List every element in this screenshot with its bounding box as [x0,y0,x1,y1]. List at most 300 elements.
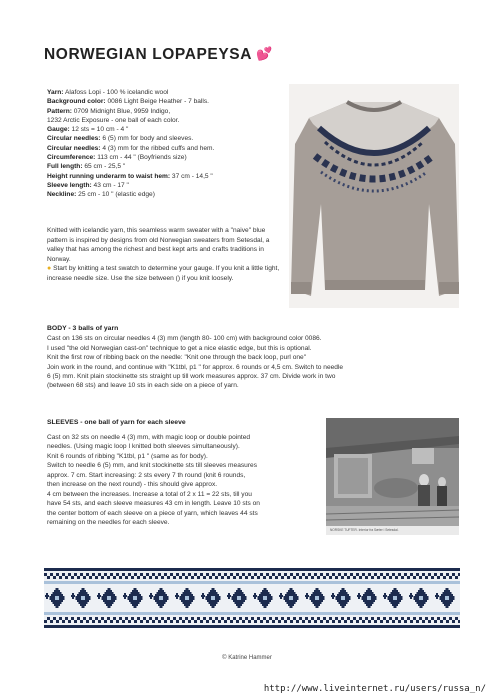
band-motif-center [55,596,59,600]
band-check [89,617,92,620]
spec-line [47,153,287,162]
band-check [98,573,101,576]
band-motif [444,604,450,606]
band-check [446,620,449,623]
band-check [170,573,173,576]
sleeves-instructions [47,418,321,528]
band-check [194,573,197,576]
band-check [113,576,116,579]
band-check [47,576,50,579]
band-check [290,573,293,576]
band-check [158,573,161,576]
band-motif [259,594,271,596]
band-check [224,620,227,623]
tip-text: Start by knitting a test swatch to determine your gauge. If you knit a little tight, increase needle size. Use the size between () if you knit loosely. [47,265,280,282]
band-check [248,573,251,576]
band-check [164,573,167,576]
band-check [134,573,137,576]
band-check [275,576,278,579]
band-check [269,617,272,620]
sleeves-line: then increase on the next round) - this should give approx. [47,481,218,488]
band-check [389,617,392,620]
spec-value: 1232 Arctic Exposure - one ball of each color. [47,116,180,124]
band-motif [332,593,334,599]
page-title-text: NORWEGIAN LOPAPEYSA [44,46,253,63]
band-motif [420,588,423,590]
spec-value: 4 (3) mm for the ribbed cuffs and hem. [100,144,215,152]
band-check [182,573,185,576]
sleeves-line: Knit 6 rounds of ribbing "K1tbl, p1 " (same as for body). [47,452,208,460]
body-line: Knit the first row of ribbing back on the needle: "Knit one through the back loop, purl one" [47,354,307,362]
band-motif [56,606,59,608]
band-motif [134,588,137,590]
body-line: Join work in the round, and continue with "K1tbl, p1 " for approx. 6 rounds or 4,5 cm. Switch to needle [47,363,344,371]
band-motif [316,606,319,608]
band-check [374,620,377,623]
band-check [158,620,161,623]
band-motif-center [393,596,397,600]
band-check [341,576,344,579]
yarn-specifications [47,88,287,200]
band-check [71,576,74,579]
band-motif [129,600,141,602]
band-check [137,617,140,620]
band-check [443,617,446,620]
band-check [173,576,176,579]
band-motif [254,593,256,599]
band-motif [212,588,215,590]
band-motif [207,594,219,596]
band-check [137,576,140,579]
band-motif [444,590,450,592]
band-check [119,576,122,579]
band-check [173,617,176,620]
band-check [143,617,146,620]
band-check [326,573,329,576]
band-check [413,576,416,579]
band-motif [264,588,267,590]
band-motif [53,602,62,604]
band-check [110,573,113,576]
band-check [80,573,83,576]
band-motif-center [445,596,449,600]
band-check [368,573,371,576]
band-check [278,620,281,623]
band-check [239,576,242,579]
band-motif [392,604,398,606]
band-check [263,576,266,579]
spec-value: 65 cm - 25,5 " [82,163,126,171]
band-check [308,620,311,623]
spec-label: Sleeve length: [47,181,92,189]
spec-value: 6 (5) mm for body and sleeves. [100,135,194,143]
band-check [389,576,392,579]
band-motif [368,588,371,590]
sleeves-line: Cast on 32 sts on needle 4 (3) mm, with magic loop or double pointed [47,433,251,441]
band-motif [233,600,245,602]
band-motif [105,592,114,594]
band-motif [420,606,423,608]
band-motif [337,594,349,596]
band-check [449,617,452,620]
band-motif [181,594,193,596]
band-motif [98,593,100,599]
band-motif [391,602,400,604]
spec-value: 0086 Light Beige Heather - 7 balls. [105,98,209,106]
band-check [275,617,278,620]
band-check [179,617,182,620]
band-check [284,620,287,623]
body-instructions [47,324,459,391]
band-check [59,576,62,579]
spec-line [47,116,287,125]
band-check [224,573,227,576]
band-check [65,576,68,579]
band-motif [186,588,189,590]
band-motif [108,588,111,590]
band-check [86,620,89,623]
band-check [413,617,416,620]
band-check [359,576,362,579]
historical-engraving [326,418,459,535]
band-check [44,573,47,576]
band-border-bottom [44,625,460,628]
band-motif [210,590,216,592]
band-motif [290,588,293,590]
band-check [353,576,356,579]
band-check [338,620,341,623]
band-check [359,617,362,620]
band-check [101,617,104,620]
band-check [395,576,398,579]
band-check [200,620,203,623]
band-check [167,617,170,620]
band-check [293,576,296,579]
band-check [251,617,254,620]
band-check [140,620,143,623]
band-motif [184,604,190,606]
band-check [182,620,185,623]
band-check [350,573,353,576]
copyright: © Katrine Hammer [222,655,272,661]
band-check [401,576,404,579]
band-motif [82,588,85,590]
band-check [242,573,245,576]
source-url-watermark: http://www.liveinternet.ru/users/russa_n/ [263,684,486,694]
band-check [233,617,236,620]
band-check [392,620,395,623]
band-check [404,573,407,576]
band-motif [82,606,85,608]
band-check [398,573,401,576]
band-check [302,620,305,623]
band-check [233,576,236,579]
band-check [335,576,338,579]
spec-label: Background color: [47,98,106,106]
band-motif [51,594,63,596]
spec-line [47,162,287,171]
band-check [248,620,251,623]
band-check [362,620,365,623]
sleeves-line: Switch to needle 6 (5) mm, and knit stockinette sts till sleeves measures [47,462,257,469]
pattern-band-graphic [44,568,460,628]
band-check [251,576,254,579]
band-check [119,617,122,620]
band-check [446,573,449,576]
band-check [356,620,359,623]
band-motif [124,593,126,599]
spec-label: Circular needles: [47,144,101,152]
band-check [236,620,239,623]
band-check [203,576,206,579]
band-stripe [44,612,460,615]
band-motif [342,588,345,590]
band-check [101,576,104,579]
band-check [164,620,167,623]
spec-value: 12 sts = 10 cm - 4 " [69,126,129,134]
engraving-caption: NORSKE TUFTER. Interior fra Sæter i Setesdal. [326,526,459,535]
band-motif [288,590,294,592]
band-check [437,576,440,579]
band-check [185,576,188,579]
band-check [92,573,95,576]
band-check [188,573,191,576]
band-check [149,576,152,579]
band-check [191,576,194,579]
spec-line [47,181,287,190]
band-check [422,620,425,623]
band-check [272,620,275,623]
band-motif [46,593,48,599]
band-motif [389,594,401,596]
spec-value: 0709 Midnight Blue, 9959 Indigo, [71,107,171,115]
band-motif [363,600,375,602]
spec-label: Circumference: [47,154,96,162]
band-motif [183,602,192,604]
band-check [104,573,107,576]
band-check [218,573,221,576]
band-check [392,573,395,576]
band-check [347,617,350,620]
band-motif [287,592,296,594]
body-line: 6 (5) mm. Knit plain stockinette sts straight up till work measures approx. 37 cm. Divide work in two [47,373,336,381]
band-motif [155,594,167,596]
sleeves-line: remaining on the needles for each sleeve. [47,519,170,526]
band-motif [176,593,178,599]
band-check [329,576,332,579]
band-check [194,620,197,623]
band-motif [287,602,296,604]
band-check [458,573,460,576]
band-check [62,620,65,623]
band-check [356,573,359,576]
band-check [281,617,284,620]
band-motif [233,594,245,596]
band-check [152,620,155,623]
band-motif [342,606,345,608]
band-motif [150,593,152,599]
band-check [254,620,257,623]
band-motif [261,602,270,604]
band-check [410,620,413,623]
band-check [53,617,56,620]
band-motif [160,588,163,590]
band-check [257,576,260,579]
band-check [92,620,95,623]
band-check [176,620,179,623]
spec-label: Yarn: [47,89,64,96]
band-check [170,620,173,623]
band-check [383,576,386,579]
band-check [458,620,460,623]
band-motif [366,604,372,606]
band-motif [53,592,62,594]
band-check [308,573,311,576]
band-check [317,617,320,620]
band-check [455,617,458,620]
band-motif [415,594,427,596]
band-check [293,617,296,620]
band-motif [410,593,412,599]
body-line: Cast on 136 sts on circular needles 4 (3) mm (length 80- 100 cm) with background color 0086. [47,335,322,343]
band-check [125,617,128,620]
band-check [440,620,443,623]
band-motif [441,594,453,596]
sleeves-line: the center bottom of each sleeve on a piece of yarn, which leaves 44 sts [47,509,258,517]
band-motif-center [419,596,423,600]
band-motif [157,592,166,594]
spec-label: Gauge: [47,126,70,134]
band-check [455,576,458,579]
sleeves-heading: SLEEVES - one ball of yarn for each sleeve [47,419,186,426]
band-stripe [44,581,460,584]
band-check [59,617,62,620]
band-check [149,617,152,620]
band-motif [313,602,322,604]
band-motif [392,590,398,592]
spec-label: Pattern: [47,107,72,115]
intro-paragraph: Knitted with icelandic yarn, this seamless warm sweater with a "naive" blue pattern is inspired by designs from old Norwegian sweaters from Setesdal, a valley that has among the richest and best kept arts and crafts traditions in Norway. [47,227,270,263]
spec-line [47,88,287,97]
band-check [161,576,164,579]
band-check [215,576,218,579]
band-check [113,617,116,620]
band-motif [365,592,374,594]
band-check [218,620,221,623]
band-motif [314,590,320,592]
band-check [185,617,188,620]
band-check [431,576,434,579]
page-title [44,46,273,64]
sweater-photo [289,84,459,308]
band-motif [160,606,163,608]
band-motif [108,606,111,608]
band-check [365,576,368,579]
band-motif [103,600,115,602]
band-motif [314,604,320,606]
band-check [65,617,68,620]
band-motif [131,592,140,594]
band-check [98,620,101,623]
band-check [116,573,119,576]
spec-label: Neckline: [47,191,77,199]
band-motif [54,604,60,606]
band-motif [259,600,271,602]
band-check [161,617,164,620]
band-motif-center [107,596,111,600]
band-check [230,573,233,576]
band-check [320,620,323,623]
band-check [305,617,308,620]
band-check [197,617,200,620]
band-motif [436,593,438,599]
band-check [89,576,92,579]
band-check [323,617,326,620]
band-motif [155,600,167,602]
band-motif-center [367,596,371,600]
intro-text [47,226,283,284]
band-motif-center [81,596,85,600]
band-motif [79,592,88,594]
band-check [305,576,308,579]
band-check [347,576,350,579]
band-check [236,573,239,576]
spec-value: 43 cm - 17 " [91,181,129,189]
band-check [71,617,74,620]
band-motif [316,588,319,590]
band-motif [80,604,86,606]
band-motif [339,592,348,594]
band-check [428,573,431,576]
band-check [95,576,98,579]
spec-line [47,134,287,143]
band-check [344,573,347,576]
band-check [68,620,71,623]
band-check [155,576,158,579]
band-check [200,573,203,576]
band-check [260,620,263,623]
band-motif [202,593,204,599]
band-motif [418,604,424,606]
band-motif [311,594,323,596]
band-check [209,576,212,579]
spec-line [47,190,287,199]
band-check [110,620,113,623]
band-check [269,576,272,579]
band-motif [368,606,371,608]
band-check [77,617,80,620]
band-motif-center [341,596,345,600]
band-motif [313,592,322,594]
band-check [56,573,59,576]
band-check [227,576,230,579]
band-motif [441,600,453,602]
band-motif [262,590,268,592]
band-check [47,617,50,620]
band-check [239,617,242,620]
band-motif [129,594,141,596]
band-check [263,617,266,620]
band-check [317,576,320,579]
band-check [353,617,356,620]
band-check [167,576,170,579]
band-check [329,617,332,620]
band-check [257,617,260,620]
band-check [419,617,422,620]
band-check [380,573,383,576]
band-check [452,620,455,623]
band-motif [209,592,218,594]
